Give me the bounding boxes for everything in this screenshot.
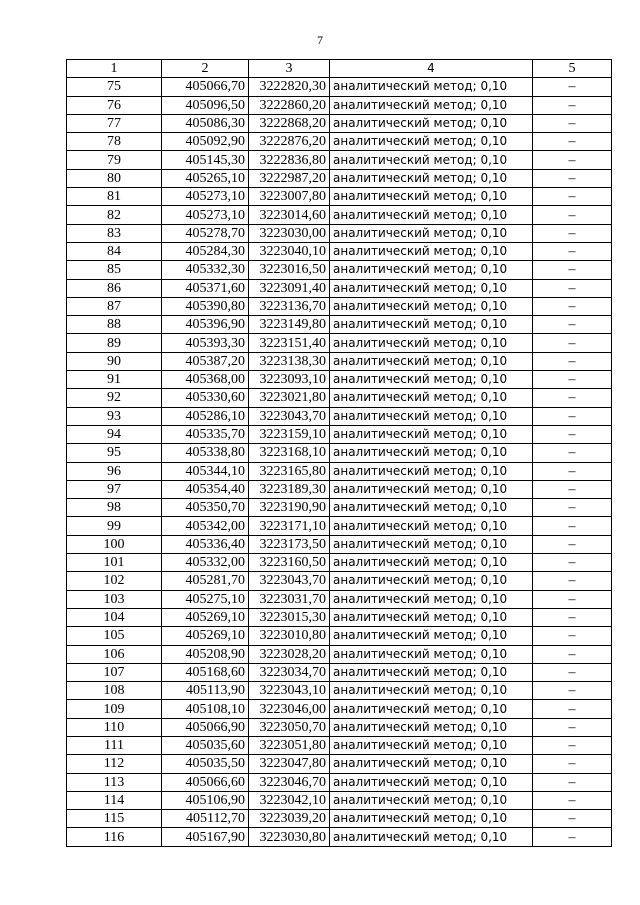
note-cell: – [533,810,612,828]
point-number-cell: 113 [67,773,162,791]
y-coordinate-cell: 3223050,70 [249,718,330,736]
y-coordinate-cell: 3223159,10 [249,425,330,443]
x-coordinate-cell: 405035,60 [162,736,249,754]
y-coordinate-cell: 3223190,90 [249,499,330,517]
table-row [67,627,612,645]
note-cell: – [533,755,612,773]
point-number-cell: 87 [67,297,162,315]
table-row [67,279,612,297]
method-accuracy-cell: аналитический метод; 0,10 [330,608,533,626]
x-coordinate-cell: 405066,60 [162,773,249,791]
table-row [67,608,612,626]
note-cell: – [533,371,612,389]
x-coordinate-cell: 405273,10 [162,206,249,224]
point-number-cell: 76 [67,96,162,114]
y-coordinate-cell: 3223010,80 [249,627,330,645]
x-coordinate-cell: 405390,80 [162,297,249,315]
note-cell: – [533,462,612,480]
point-number-cell: 110 [67,718,162,736]
note-cell: – [533,535,612,553]
method-accuracy-cell: аналитический метод; 0,10 [330,389,533,407]
point-number-cell: 75 [67,78,162,96]
method-accuracy-cell: аналитический метод; 0,10 [330,133,533,151]
method-accuracy-cell: аналитический метод; 0,10 [330,279,533,297]
y-coordinate-cell: 3223043,70 [249,572,330,590]
table-row [67,114,612,132]
point-number-cell: 111 [67,736,162,754]
point-number-cell: 77 [67,114,162,132]
method-accuracy-cell: аналитический метод; 0,10 [330,535,533,553]
table-row [67,352,612,370]
method-accuracy-cell: аналитический метод; 0,10 [330,371,533,389]
point-number-cell: 83 [67,224,162,242]
point-number-cell: 101 [67,554,162,572]
note-cell: – [533,96,612,114]
table-row [67,645,612,663]
x-coordinate-cell: 405281,70 [162,572,249,590]
y-coordinate-cell: 3223028,20 [249,645,330,663]
point-number-cell: 112 [67,755,162,773]
x-coordinate-cell: 405167,90 [162,828,249,846]
x-coordinate-cell: 405208,90 [162,645,249,663]
x-coordinate-cell: 405393,30 [162,334,249,352]
note-cell: – [533,736,612,754]
y-coordinate-cell: 3223015,30 [249,608,330,626]
method-accuracy-cell: аналитический метод; 0,10 [330,682,533,700]
x-coordinate-cell: 405145,30 [162,151,249,169]
note-cell: – [533,261,612,279]
point-number-cell: 94 [67,425,162,443]
point-number-cell: 89 [67,334,162,352]
method-accuracy-cell: аналитический метод; 0,10 [330,663,533,681]
point-number-cell: 97 [67,480,162,498]
y-coordinate-cell: 3223042,10 [249,791,330,809]
method-accuracy-cell: аналитический метод; 0,10 [330,352,533,370]
y-coordinate-cell: 3223043,10 [249,682,330,700]
note-cell: – [533,828,612,846]
x-coordinate-cell: 405371,60 [162,279,249,297]
x-coordinate-cell: 405342,00 [162,517,249,535]
method-accuracy-cell: аналитический метод; 0,10 [330,718,533,736]
y-coordinate-cell: 3222836,80 [249,151,330,169]
table-row [67,828,612,846]
note-cell: – [533,334,612,352]
table-row [67,78,612,96]
table-row [67,517,612,535]
table-row [67,499,612,517]
note-cell: – [533,279,612,297]
note-cell: – [533,425,612,443]
table-row [67,151,612,169]
table-row [67,663,612,681]
x-coordinate-cell: 405113,90 [162,682,249,700]
x-coordinate-cell: 405265,10 [162,169,249,187]
method-accuracy-cell: аналитический метод; 0,10 [330,755,533,773]
method-accuracy-cell: аналитический метод; 0,10 [330,407,533,425]
method-accuracy-cell: аналитический метод; 0,10 [330,261,533,279]
method-accuracy-cell: аналитический метод; 0,10 [330,517,533,535]
table-row [67,572,612,590]
method-accuracy-cell: аналитический метод; 0,10 [330,316,533,334]
method-accuracy-cell: аналитический метод; 0,10 [330,188,533,206]
method-accuracy-cell: аналитический метод; 0,10 [330,151,533,169]
table-row [67,718,612,736]
method-accuracy-cell: аналитический метод; 0,10 [330,480,533,498]
y-coordinate-cell: 3223149,80 [249,316,330,334]
y-coordinate-cell: 3223030,00 [249,224,330,242]
header-cell-4: 4 [330,60,533,78]
table-row [67,334,612,352]
x-coordinate-cell: 405092,90 [162,133,249,151]
y-coordinate-cell: 3223014,60 [249,206,330,224]
table-row [67,736,612,754]
method-accuracy-cell: аналитический метод; 0,10 [330,425,533,443]
y-coordinate-cell: 3223091,40 [249,279,330,297]
x-coordinate-cell: 405332,30 [162,261,249,279]
table-row [67,407,612,425]
x-coordinate-cell: 405284,30 [162,242,249,260]
x-coordinate-cell: 405066,70 [162,78,249,96]
method-accuracy-cell: аналитический метод; 0,10 [330,736,533,754]
method-accuracy-cell: аналитический метод; 0,10 [330,444,533,462]
point-number-cell: 90 [67,352,162,370]
y-coordinate-cell: 3223021,80 [249,389,330,407]
point-number-cell: 85 [67,261,162,279]
note-cell: – [533,663,612,681]
table-row [67,554,612,572]
x-coordinate-cell: 405275,10 [162,590,249,608]
table-row [67,755,612,773]
x-coordinate-cell: 405368,00 [162,371,249,389]
method-accuracy-cell: аналитический метод; 0,10 [330,590,533,608]
method-accuracy-cell: аналитический метод; 0,10 [330,297,533,315]
y-coordinate-cell: 3222876,20 [249,133,330,151]
note-cell: – [533,627,612,645]
point-number-cell: 91 [67,371,162,389]
y-coordinate-cell: 3223189,30 [249,480,330,498]
note-cell: – [533,206,612,224]
x-coordinate-cell: 405286,10 [162,407,249,425]
x-coordinate-cell: 405338,80 [162,444,249,462]
table-body [67,78,612,846]
method-accuracy-cell: аналитический метод; 0,10 [330,572,533,590]
table-row [67,535,612,553]
y-coordinate-cell: 3223047,80 [249,755,330,773]
point-number-cell: 84 [67,242,162,260]
point-number-cell: 79 [67,151,162,169]
coordinates-table [66,59,612,847]
note-cell: – [533,590,612,608]
note-cell: – [533,645,612,663]
method-accuracy-cell: аналитический метод; 0,10 [330,627,533,645]
point-number-cell: 96 [67,462,162,480]
point-number-cell: 102 [67,572,162,590]
x-coordinate-cell: 405086,30 [162,114,249,132]
y-coordinate-cell: 3223034,70 [249,663,330,681]
y-coordinate-cell: 3223007,80 [249,188,330,206]
x-coordinate-cell: 405106,90 [162,791,249,809]
header-cell-2: 2 [162,60,249,78]
y-coordinate-cell: 3223040,10 [249,242,330,260]
point-number-cell: 82 [67,206,162,224]
table-row [67,700,612,718]
header-cell-5: 5 [533,60,612,78]
method-accuracy-cell: аналитический метод; 0,10 [330,462,533,480]
header-cell-3: 3 [249,60,330,78]
note-cell: – [533,352,612,370]
y-coordinate-cell: 3223173,50 [249,535,330,553]
method-accuracy-cell: аналитический метод; 0,10 [330,554,533,572]
point-number-cell: 105 [67,627,162,645]
table-row [67,133,612,151]
note-cell: – [533,78,612,96]
method-accuracy-cell: аналитический метод; 0,10 [330,828,533,846]
point-number-cell: 92 [67,389,162,407]
y-coordinate-cell: 3223093,10 [249,371,330,389]
x-coordinate-cell: 405168,60 [162,663,249,681]
table-row [67,169,612,187]
y-coordinate-cell: 3223168,10 [249,444,330,462]
x-coordinate-cell: 405096,50 [162,96,249,114]
point-number-cell: 98 [67,499,162,517]
x-coordinate-cell: 405350,70 [162,499,249,517]
y-coordinate-cell: 3223165,80 [249,462,330,480]
note-cell: – [533,169,612,187]
method-accuracy-cell: аналитический метод; 0,10 [330,810,533,828]
x-coordinate-cell: 405269,10 [162,627,249,645]
table-row [67,316,612,334]
point-number-cell: 115 [67,810,162,828]
table-row [67,773,612,791]
method-accuracy-cell: аналитический метод; 0,10 [330,334,533,352]
note-cell: – [533,682,612,700]
point-number-cell: 78 [67,133,162,151]
table-row [67,389,612,407]
point-number-cell: 95 [67,444,162,462]
x-coordinate-cell: 405066,90 [162,718,249,736]
y-coordinate-cell: 3223136,70 [249,297,330,315]
note-cell: – [533,773,612,791]
method-accuracy-cell: аналитический метод; 0,10 [330,224,533,242]
x-coordinate-cell: 405396,90 [162,316,249,334]
point-number-cell: 103 [67,590,162,608]
x-coordinate-cell: 405108,10 [162,700,249,718]
page-number: 7 [317,33,323,47]
y-coordinate-cell: 3223016,50 [249,261,330,279]
point-number-cell: 116 [67,828,162,846]
point-number-cell: 80 [67,169,162,187]
point-number-cell: 93 [67,407,162,425]
table-row [67,791,612,809]
point-number-cell: 104 [67,608,162,626]
y-coordinate-cell: 3222868,20 [249,114,330,132]
y-coordinate-cell: 3223138,30 [249,352,330,370]
note-cell: – [533,444,612,462]
note-cell: – [533,114,612,132]
note-cell: – [533,188,612,206]
x-coordinate-cell: 405387,20 [162,352,249,370]
note-cell: – [533,224,612,242]
point-number-cell: 108 [67,682,162,700]
method-accuracy-cell: аналитический метод; 0,10 [330,114,533,132]
note-cell: – [533,718,612,736]
note-cell: – [533,572,612,590]
note-cell: – [533,517,612,535]
point-number-cell: 86 [67,279,162,297]
point-number-cell: 107 [67,663,162,681]
y-coordinate-cell: 3223171,10 [249,517,330,535]
y-coordinate-cell: 3222820,30 [249,78,330,96]
table-row [67,371,612,389]
point-number-cell: 99 [67,517,162,535]
y-coordinate-cell: 3223051,80 [249,736,330,754]
method-accuracy-cell: аналитический метод; 0,10 [330,499,533,517]
note-cell: – [533,297,612,315]
x-coordinate-cell: 405344,10 [162,462,249,480]
method-accuracy-cell: аналитический метод; 0,10 [330,206,533,224]
method-accuracy-cell: аналитический метод; 0,10 [330,645,533,663]
x-coordinate-cell: 405330,60 [162,389,249,407]
point-number-cell: 88 [67,316,162,334]
y-coordinate-cell: 3223046,70 [249,773,330,791]
table-row [67,261,612,279]
note-cell: – [533,316,612,334]
table-row [67,96,612,114]
method-accuracy-cell: аналитический метод; 0,10 [330,773,533,791]
method-accuracy-cell: аналитический метод; 0,10 [330,78,533,96]
point-number-cell: 100 [67,535,162,553]
header-cell-1: 1 [67,60,162,78]
y-coordinate-cell: 3222987,20 [249,169,330,187]
point-number-cell: 109 [67,700,162,718]
y-coordinate-cell: 3222860,20 [249,96,330,114]
note-cell: – [533,480,612,498]
x-coordinate-cell: 405269,10 [162,608,249,626]
point-number-cell: 114 [67,791,162,809]
table-header [67,60,612,78]
note-cell: – [533,499,612,517]
y-coordinate-cell: 3223031,70 [249,590,330,608]
point-number-cell: 106 [67,645,162,663]
note-cell: – [533,700,612,718]
method-accuracy-cell: аналитический метод; 0,10 [330,242,533,260]
y-coordinate-cell: 3223160,50 [249,554,330,572]
table-row [67,425,612,443]
point-number-cell: 81 [67,188,162,206]
table-row [67,206,612,224]
method-accuracy-cell: аналитический метод; 0,10 [330,791,533,809]
x-coordinate-cell: 405354,40 [162,480,249,498]
table-row [67,462,612,480]
table-row [67,590,612,608]
note-cell: – [533,133,612,151]
table-row [67,224,612,242]
y-coordinate-cell: 3223151,40 [249,334,330,352]
table-row [67,188,612,206]
x-coordinate-cell: 405336,40 [162,535,249,553]
method-accuracy-cell: аналитический метод; 0,10 [330,169,533,187]
table-row [67,682,612,700]
table-row [67,444,612,462]
note-cell: – [533,242,612,260]
x-coordinate-cell: 405112,70 [162,810,249,828]
y-coordinate-cell: 3223039,20 [249,810,330,828]
x-coordinate-cell: 405278,70 [162,224,249,242]
table-row [67,242,612,260]
header-row [67,60,612,78]
note-cell: – [533,791,612,809]
x-coordinate-cell: 405332,00 [162,554,249,572]
x-coordinate-cell: 405273,10 [162,188,249,206]
note-cell: – [533,554,612,572]
table-row [67,297,612,315]
x-coordinate-cell: 405035,50 [162,755,249,773]
note-cell: – [533,407,612,425]
method-accuracy-cell: аналитический метод; 0,10 [330,700,533,718]
method-accuracy-cell: аналитический метод; 0,10 [330,96,533,114]
y-coordinate-cell: 3223030,80 [249,828,330,846]
note-cell: – [533,151,612,169]
y-coordinate-cell: 3223046,00 [249,700,330,718]
note-cell: – [533,608,612,626]
table-row [67,810,612,828]
table-row [67,480,612,498]
note-cell: – [533,389,612,407]
x-coordinate-cell: 405335,70 [162,425,249,443]
y-coordinate-cell: 3223043,70 [249,407,330,425]
